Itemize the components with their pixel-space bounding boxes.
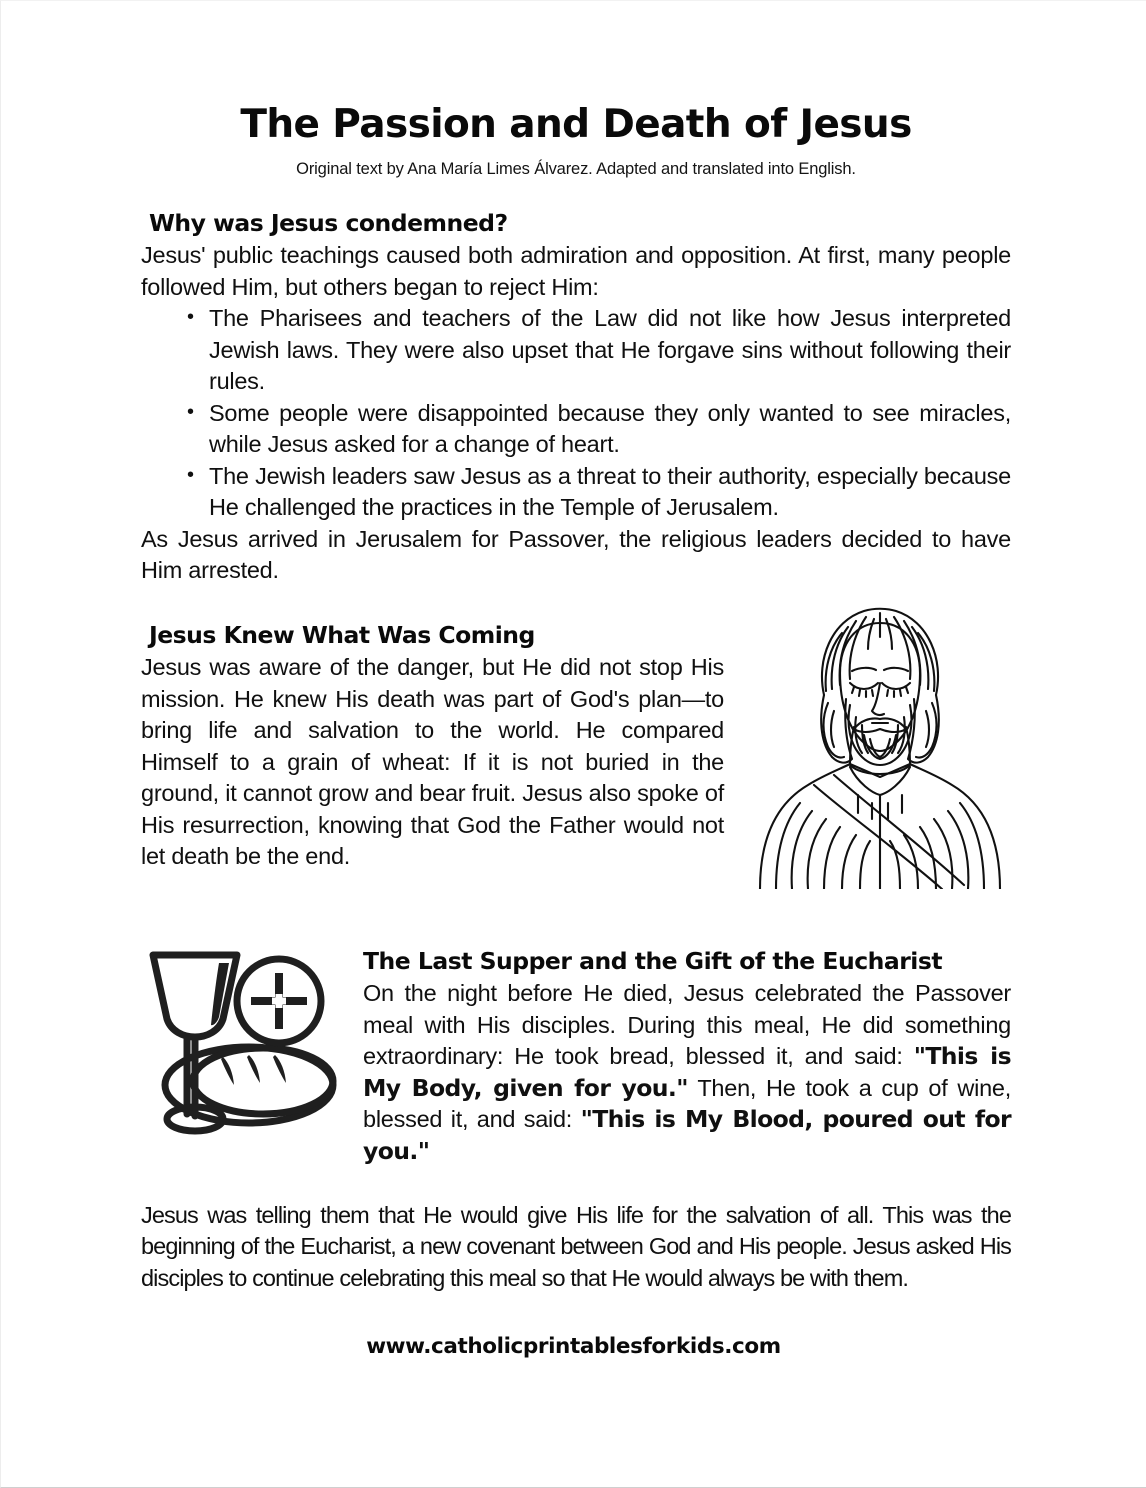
- jesus-portrait-illustration: [746, 599, 1014, 889]
- section-heading-knew: Jesus Knew What Was Coming: [149, 620, 535, 649]
- section-jesus-knew-what-was-coming: [141, 587, 1011, 921]
- page-subtitle: Original text by Ana María Limes Álvarez. Adapted and translated into English.: [296, 159, 856, 178]
- section-why-was-jesus-condemned: [141, 179, 1011, 587]
- condemned-intro-paragraph: Jesus' public teachings caused both admiration and opposition. At first, many people followed Him, but others began to reject Him:: [141, 242, 1011, 300]
- condemned-outro-paragraph: As Jesus arrived in Jerusalem for Passover, the religious leaders decided to have Him arrested.: [141, 525, 1011, 584]
- supper-text-column: [363, 947, 1011, 1167]
- list-item: • Some people were disappointed because they only wanted to see miracles, while Jesus asked for a change of heart.: [187, 398, 1011, 461]
- supper-text-part-1: On the night before He died, Jesus celebrated the Passover meal with His disciples. During this meal, He did something extraordinary: He took bread, blessed it, and said:: [363, 980, 1011, 1070]
- list-item: • The Pharisees and teachers of the Law did not like how Jesus interpreted Jewish laws. They were also upset that He forgave sins without following their rules.: [187, 303, 1011, 398]
- knew-body-paragraph: Jesus was aware of the danger, but He did not stop His mission. He knew His death was part of God's plan—to bring life and salvation to the world. He compared Himself to a grain of wheat: If it is not buried in the ground, it cannot grow and bear fruit. Jesus also spoke of His resurrection, knowing that God the Father would not let death be the end.: [141, 654, 724, 870]
- chalice-bread-host-illustration: [145, 933, 345, 1138]
- page-content: [141, 1, 1011, 1294]
- list-item: • The Jewish leaders saw Jesus as a threat to their authority, especially because He challenged the practices in the Temple of Jerusalem.: [187, 461, 1011, 524]
- eucharist-quote-body: "This is My Body, given for you.": [363, 1042, 1011, 1102]
- eucharist-quote-blood: "This is My Blood, poured out for you.": [363, 1105, 1011, 1165]
- section-heading-supper: The Last Supper and the Gift of the Eucharist: [363, 946, 943, 975]
- supper-body-paragraph: [363, 978, 1011, 1167]
- section-last-supper-eucharist: [141, 921, 1011, 1172]
- section-heading-condemned: Why was Jesus condemned?: [149, 208, 508, 237]
- closing-paragraph: Jesus was telling them that He would give His life for the salvation of all. This was the beginning of the Eucharist, a new covenant between God and His people. Jesus asked His disciples to continue celebrating this meal so that He would always be with them.: [141, 1201, 1011, 1291]
- condemned-bullet-list: [141, 303, 1011, 524]
- supper-text-part-2: Then, He took a cup of wine, blessed it, and said:: [363, 1074, 1011, 1133]
- footer-website-url[interactable]: www.catholicprintablesforkids.com: [366, 1334, 781, 1359]
- page-title: The Passion and Death of Jesus: [240, 102, 912, 147]
- knew-text-column: [141, 621, 724, 873]
